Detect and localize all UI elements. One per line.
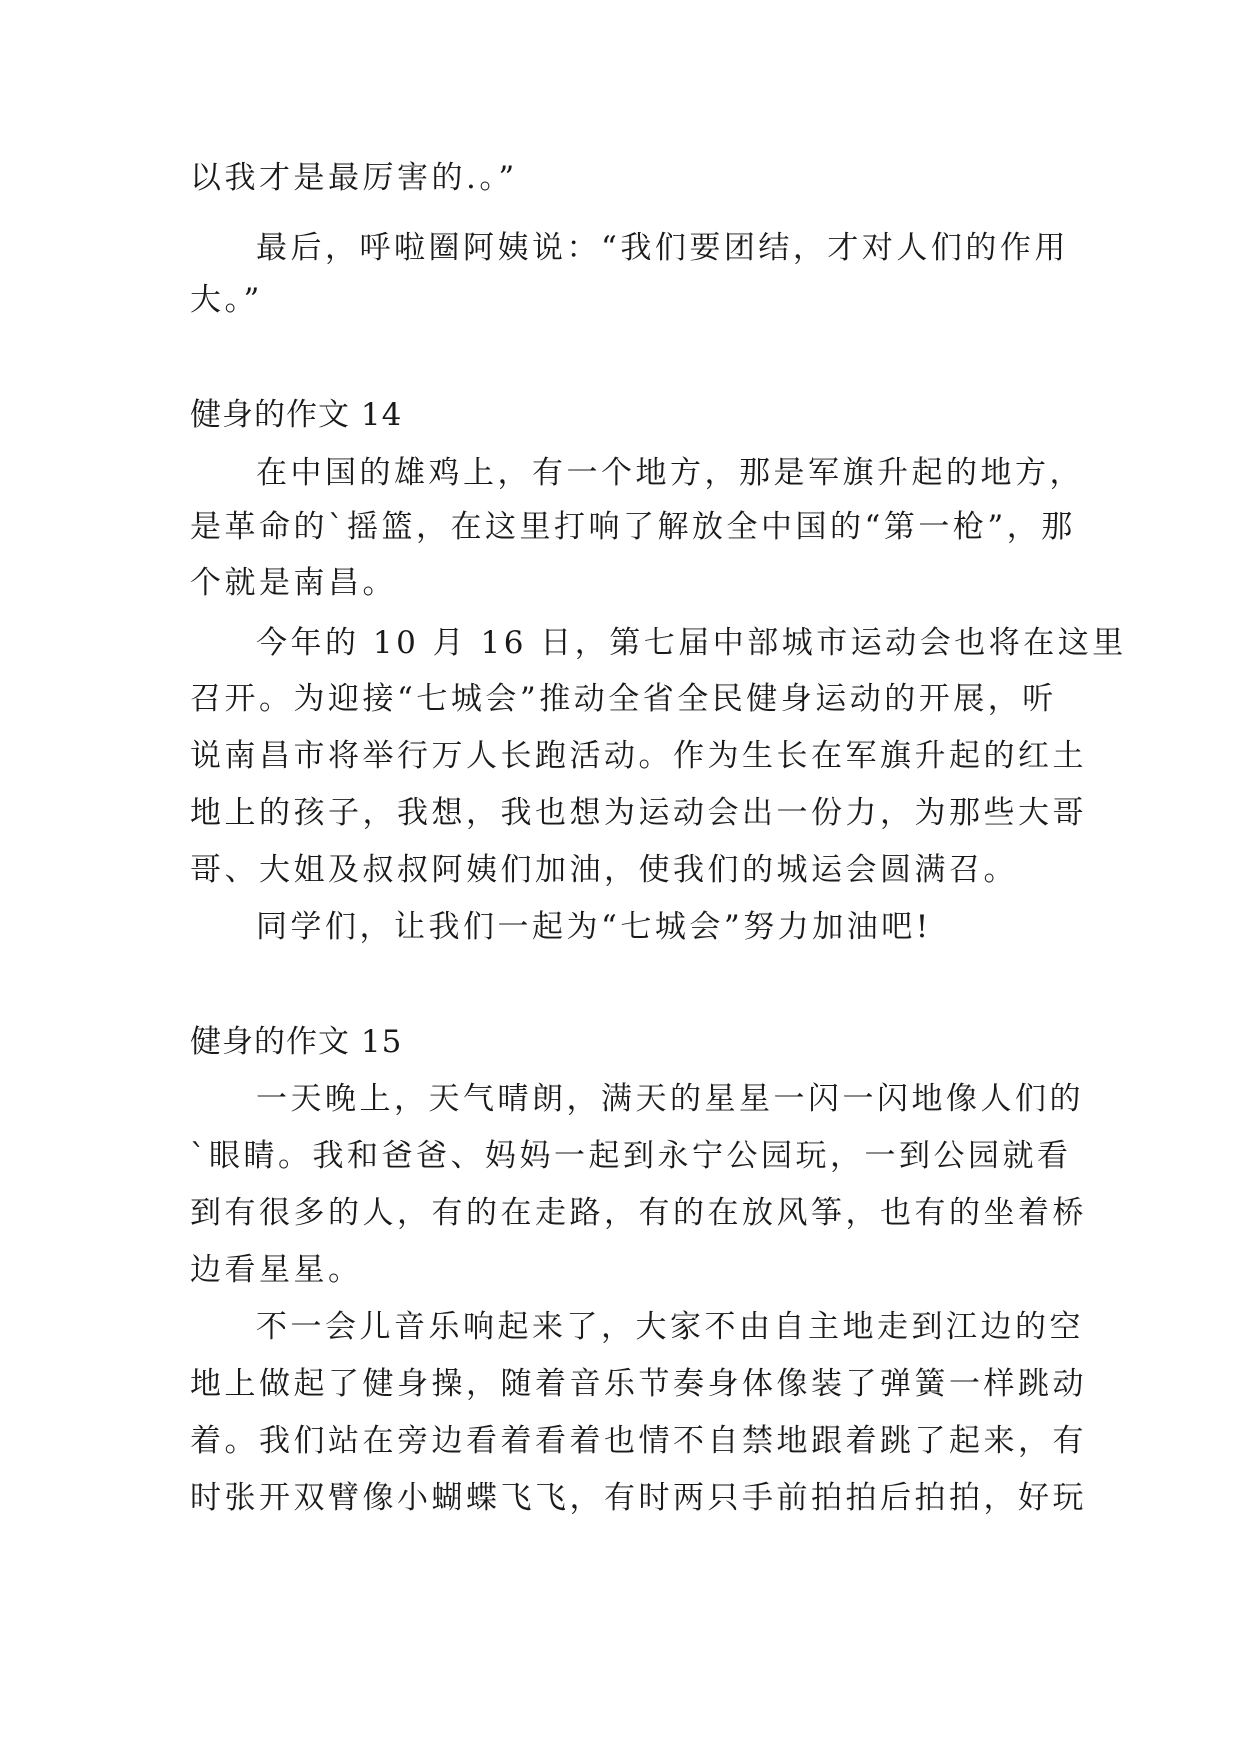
paragraph-start-line: 同学们，让我们一起为“七城会”努力加油吧! — [256, 909, 932, 945]
text-line: 着。我们站在旁边看着看着也情不自禁地跟着跳了起来，有 — [190, 1423, 1087, 1459]
text-line: 边看星星。 — [190, 1252, 363, 1288]
text-line: 个就是南昌。 — [190, 565, 397, 601]
text-line: 地上做起了健身操，随着音乐节奏身体像装了弹簧一样跳动 — [190, 1366, 1087, 1402]
text-line: 大。” — [190, 282, 263, 318]
section-heading: 健身的作文 14 — [190, 397, 403, 433]
text-line: 是革命的`摇篮，在这里打响了解放全中国的“第一枪”，那 — [190, 509, 1076, 545]
text-line: `眼睛。我和爸爸、妈妈一起到永宁公园玩，一到公园就看 — [190, 1138, 1072, 1174]
paragraph-start-line: 在中国的雄鸡上，有一个地方，那是军旗升起的地方， — [256, 455, 1084, 491]
paragraph-start-line: 不一会儿音乐响起来了，大家不由自主地走到江边的空 — [256, 1309, 1084, 1345]
text-line: 召开。为迎接“七城会”推动全省全民健身运动的开展，听 — [190, 681, 1057, 717]
text-line: 时张开双臂像小蝴蝶飞飞，有时两只手前拍拍后拍拍，好玩 — [190, 1480, 1087, 1516]
text-line: 到有很多的人，有的在走路，有的在放风筝，也有的坐着桥 — [190, 1195, 1087, 1231]
paragraph-start-line: 最后，呼啦圈阿姨说：“我们要团结，才对人们的作用 — [256, 230, 1069, 266]
paragraph-start-line: 一天晚上，天气晴朗，满天的星星一闪一闪地像人们的 — [256, 1081, 1084, 1117]
section-heading: 健身的作文 15 — [190, 1024, 403, 1060]
paragraph-start-line: 今年的 10 月 16 日，第七届中部城市运动会也将在这里 — [256, 625, 1127, 661]
text-line: 地上的孩子，我想，我也想为运动会出一份力，为那些大哥 — [190, 795, 1087, 831]
text-line: 哥、大姐及叔叔阿姨们加油，使我们的城运会圆满召。 — [190, 852, 1018, 888]
text-line: 以我才是最厉害的.。” — [190, 160, 518, 196]
text-line: 说南昌市将举行万人长跑活动。作为生长在军旗升起的红土 — [190, 738, 1087, 774]
